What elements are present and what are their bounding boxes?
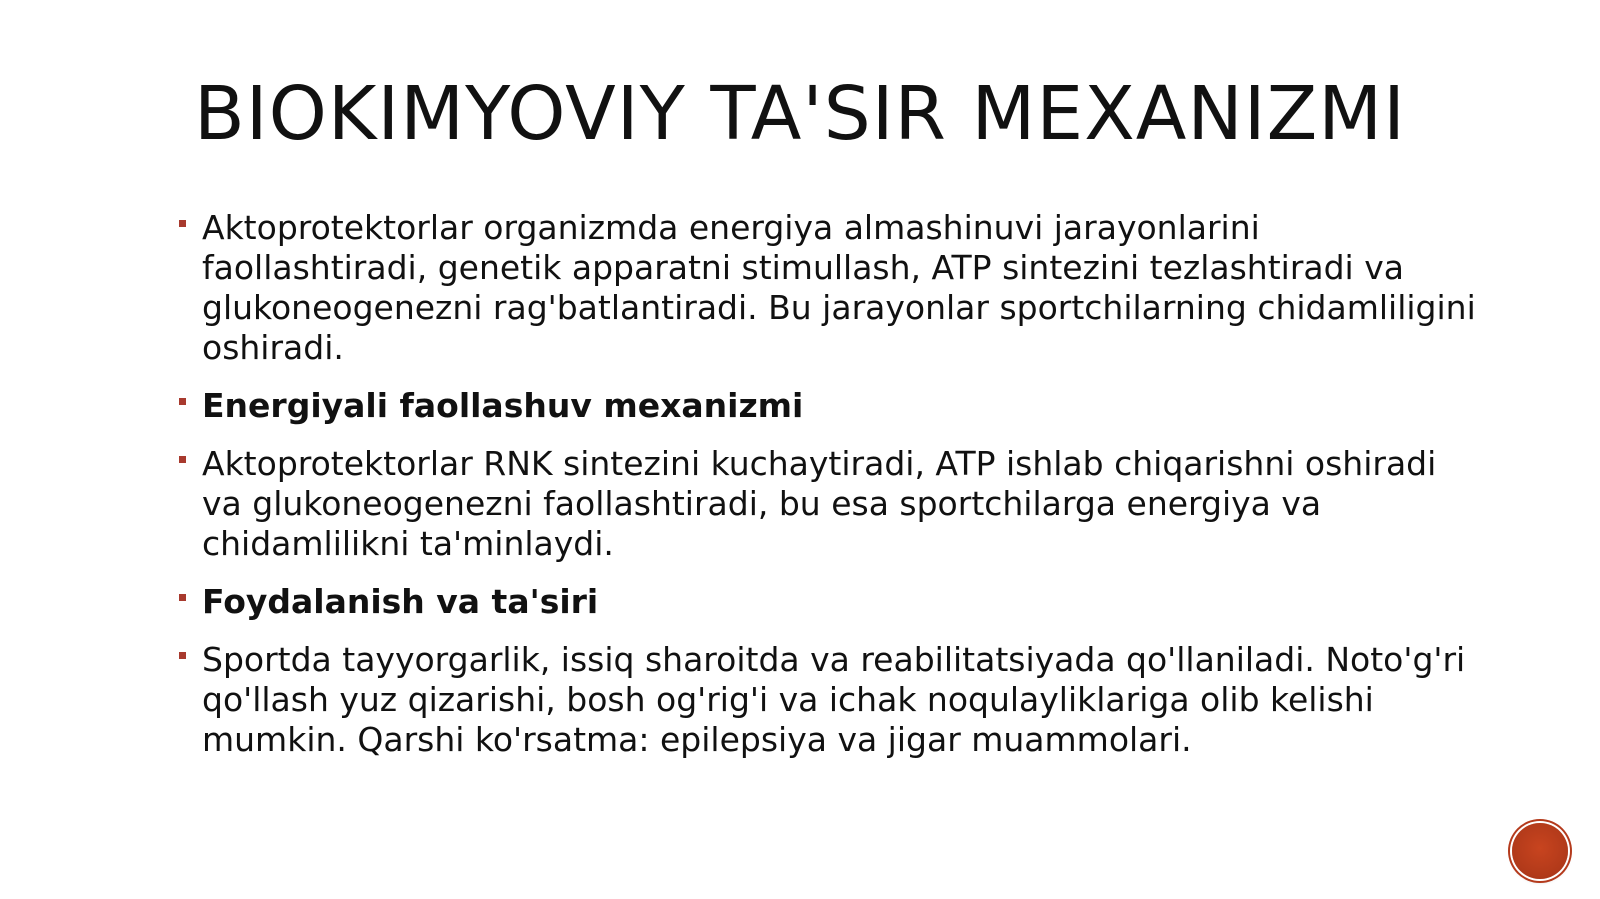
bullet-item-2 <box>176 386 1476 426</box>
bullet-text: Foydalanish va ta'siri <box>202 582 599 621</box>
bullet-text: Energiyali faollashuv mexanizmi <box>202 386 804 425</box>
bullet-marker-icon <box>179 220 186 227</box>
bullet-item-5 <box>176 640 1476 760</box>
bullet-item-3 <box>176 444 1476 564</box>
bullet-text: Sportda tayyorgarlik, issiq sharoitda va reabilitatsiyada qo'llaniladi. Noto'g'ri qo'llash yuz qizarishi, bosh og'rig'i va ichak noqulayliklariga olib kelishi mumkin. Qarshi ko'rsatma: epilepsiya va jigar muammolari. <box>202 640 1466 759</box>
bullet-list <box>176 208 1476 778</box>
bullet-marker-icon <box>179 594 186 601</box>
bullet-marker-icon <box>179 456 186 463</box>
bullet-text: Aktoprotektorlar RNK sintezini kuchaytiradi, ATP ishlab chiqarishni oshiradi va glukoneogenezni faollashtiradi, bu esa sportchilarga energiya va chidamlilikni ta'minlaydi. <box>202 444 1437 563</box>
circle-button-icon[interactable] <box>1512 823 1568 879</box>
bullet-text: Aktoprotektorlar organizmda energiya almashinuvi jarayonlarini faollashtiradi, genetik apparatni stimullash, ATP sintezini tezlashtiradi va glukoneogenezni rag'batlantiradi. Bu jarayonlar sportchilarning chidamliligini oshiradi. <box>202 208 1476 367</box>
slide-title: BIOKIMYOVIY TA'SIR MEXANIZMI <box>194 71 1406 157</box>
bullet-marker-icon <box>179 652 186 659</box>
bullet-item-1 <box>176 208 1476 368</box>
bullet-item-4 <box>176 582 1476 622</box>
bullet-marker-icon <box>179 398 186 405</box>
